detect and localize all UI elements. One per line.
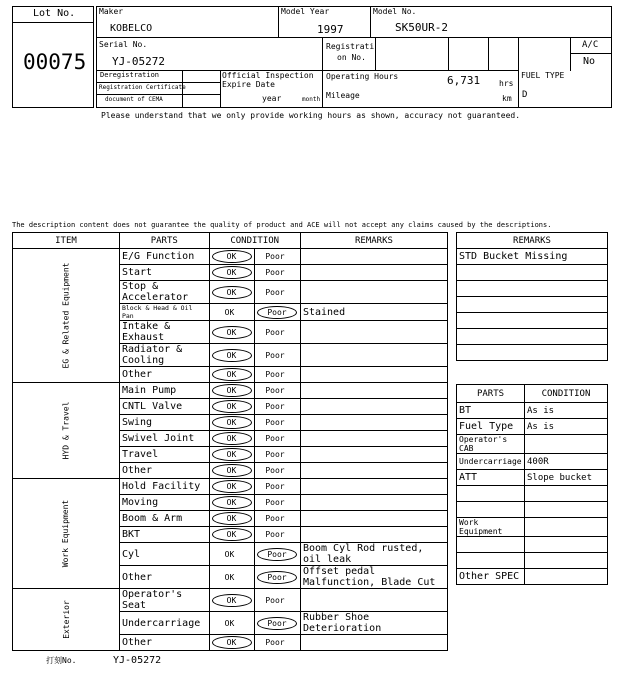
fuel-type-value: D bbox=[522, 90, 528, 100]
part-name: Cyl bbox=[119, 543, 209, 566]
poor-cell[interactable] bbox=[254, 321, 300, 344]
item-group-cell bbox=[13, 249, 120, 383]
part-name: Boom & Arm bbox=[119, 511, 209, 527]
side-remark-text bbox=[457, 329, 608, 345]
maker-label: Maker bbox=[99, 7, 124, 16]
side-remark-text bbox=[457, 297, 608, 313]
reg-certificate-label: Registration Certificate bbox=[99, 84, 186, 91]
poor-cell[interactable] bbox=[254, 527, 300, 543]
poor-cell[interactable] bbox=[254, 304, 300, 321]
poor-cell[interactable] bbox=[254, 495, 300, 511]
model-no-value: SK50UR-2 bbox=[395, 21, 448, 34]
side-part-row bbox=[457, 502, 608, 518]
poor-option: Poor bbox=[265, 466, 285, 475]
poor-option: Poor bbox=[265, 252, 285, 261]
operating-hours-value: 6,731 bbox=[447, 74, 481, 87]
ok-cell[interactable] bbox=[209, 511, 254, 527]
disclaimer: The description content does not guarantee the quality of product and ACE will not accept any claims caused by the descriptions. bbox=[12, 221, 552, 229]
ac-label: A/C bbox=[582, 40, 599, 50]
part-name: Intake & Exhaust bbox=[119, 321, 209, 344]
part-name: Moving bbox=[119, 495, 209, 511]
ok-option: OK bbox=[212, 266, 252, 279]
table-row bbox=[13, 589, 448, 612]
ok-cell[interactable] bbox=[209, 495, 254, 511]
remark-cell bbox=[300, 527, 447, 543]
poor-option: Poor bbox=[265, 498, 285, 507]
deregistration-label: Deregistration bbox=[100, 71, 160, 79]
inspection-label: Official Inspection bbox=[222, 71, 314, 80]
remark-cell bbox=[300, 511, 447, 527]
poor-cell[interactable] bbox=[254, 265, 300, 281]
side-part-condition: As is bbox=[524, 419, 607, 435]
poor-option: Poor bbox=[265, 268, 285, 277]
remark-cell bbox=[300, 447, 447, 463]
side-part-row bbox=[457, 454, 608, 470]
poor-cell[interactable] bbox=[254, 431, 300, 447]
lot-number: 00075 bbox=[23, 50, 87, 74]
poor-option: Poor bbox=[265, 450, 285, 459]
table-row bbox=[13, 383, 448, 399]
side-remark-row bbox=[457, 329, 608, 345]
remark-cell bbox=[300, 367, 447, 383]
part-name: BKT bbox=[119, 527, 209, 543]
ok-option: OK bbox=[212, 349, 252, 362]
part-name: Undercarriage bbox=[119, 612, 209, 635]
ok-cell[interactable] bbox=[209, 249, 254, 265]
inspection-table bbox=[12, 232, 448, 651]
side-condition-header: CONDITION bbox=[524, 385, 607, 403]
remark-cell: Offset pedal Malfunction, Blade Cut bbox=[300, 566, 447, 589]
ok-cell[interactable] bbox=[209, 281, 254, 304]
side-part-row bbox=[457, 553, 608, 569]
ok-option: OK bbox=[224, 572, 235, 582]
poor-cell[interactable] bbox=[254, 566, 300, 589]
poor-option: Poor bbox=[257, 617, 297, 630]
part-name: E/G Function bbox=[119, 249, 209, 265]
month-label: month bbox=[302, 96, 321, 103]
ok-option: OK bbox=[224, 618, 235, 628]
side-part-name: Fuel Type bbox=[457, 419, 525, 435]
km-unit: km bbox=[502, 94, 512, 103]
ok-option: OK bbox=[212, 464, 252, 477]
part-name: Travel bbox=[119, 447, 209, 463]
ok-option: OK bbox=[224, 307, 235, 317]
remark-cell bbox=[300, 383, 447, 399]
side-part-name bbox=[457, 502, 525, 518]
side-part-row bbox=[457, 518, 608, 537]
poor-cell[interactable] bbox=[254, 367, 300, 383]
poor-option: Poor bbox=[265, 514, 285, 523]
side-part-condition bbox=[524, 435, 607, 454]
side-remark-row bbox=[457, 313, 608, 329]
remark-cell bbox=[300, 415, 447, 431]
poor-cell[interactable] bbox=[254, 479, 300, 495]
item-header: ITEM bbox=[13, 233, 120, 249]
ok-cell[interactable] bbox=[209, 566, 254, 589]
side-parts-table bbox=[456, 384, 608, 585]
remark-cell bbox=[300, 399, 447, 415]
side-part-condition: 400R bbox=[524, 454, 607, 470]
serial-value: YJ-05272 bbox=[112, 55, 165, 68]
poor-option: Poor bbox=[265, 638, 285, 647]
ok-option: OK bbox=[212, 384, 252, 397]
ok-cell[interactable] bbox=[209, 383, 254, 399]
fuel-type-label: FUEL TYPE bbox=[521, 71, 565, 80]
side-remarks-header: REMARKS bbox=[457, 233, 608, 249]
maker-value: KOBELCO bbox=[110, 23, 153, 34]
poor-option: Poor bbox=[265, 595, 285, 605]
side-part-condition bbox=[524, 553, 607, 569]
model-no-label: Model No. bbox=[373, 7, 417, 16]
ok-cell[interactable] bbox=[209, 543, 254, 566]
poor-cell[interactable] bbox=[254, 344, 300, 367]
ok-option: OK bbox=[212, 286, 252, 299]
side-part-name: Other SPEC bbox=[457, 569, 525, 585]
ok-cell[interactable] bbox=[209, 304, 254, 321]
table-row bbox=[13, 249, 448, 265]
side-part-row bbox=[457, 419, 608, 435]
side-part-condition: Slope bucket bbox=[524, 470, 607, 486]
ok-cell[interactable] bbox=[209, 265, 254, 281]
side-parts-header: PARTS bbox=[457, 385, 525, 403]
stamp-value: YJ-05272 bbox=[113, 655, 162, 666]
part-name: Operator's Seat bbox=[119, 589, 209, 612]
operating-hours-label: Operating Hours bbox=[326, 72, 399, 81]
remarks-header: REMARKS bbox=[300, 233, 447, 249]
part-name: Stop & Accelerator bbox=[119, 281, 209, 304]
part-name: Other bbox=[119, 463, 209, 479]
poor-option: Poor bbox=[265, 350, 285, 360]
ok-option: OK bbox=[212, 448, 252, 461]
poor-cell[interactable] bbox=[254, 399, 300, 415]
side-part-name: Operator's CAB bbox=[457, 435, 525, 454]
ok-option: OK bbox=[212, 594, 252, 607]
model-year-label: Model Year bbox=[281, 7, 330, 16]
ok-option: OK bbox=[212, 432, 252, 445]
cema-label: document of CEMA bbox=[105, 96, 163, 103]
ok-option: OK bbox=[212, 512, 252, 525]
side-remark-text bbox=[457, 345, 608, 361]
poor-cell[interactable] bbox=[254, 543, 300, 566]
remark-cell bbox=[300, 344, 447, 367]
ok-cell[interactable] bbox=[209, 367, 254, 383]
part-name: CNTL Valve bbox=[119, 399, 209, 415]
side-part-name: Work Equipment bbox=[457, 518, 525, 537]
side-part-condition bbox=[524, 537, 607, 553]
item-group-label: EG & Related Equipment bbox=[61, 262, 71, 368]
ok-option: OK bbox=[212, 480, 252, 493]
side-part-condition: As is bbox=[524, 403, 607, 419]
remark-cell bbox=[300, 589, 447, 612]
ok-cell[interactable] bbox=[209, 447, 254, 463]
remark-cell: Rubber Shoe Deterioration bbox=[300, 612, 447, 635]
ok-option: OK bbox=[212, 250, 252, 263]
poor-cell[interactable] bbox=[254, 415, 300, 431]
side-part-row bbox=[457, 435, 608, 454]
poor-option: Poor bbox=[265, 402, 285, 411]
poor-cell[interactable] bbox=[254, 635, 300, 651]
poor-option: Poor bbox=[265, 370, 285, 379]
remark-cell bbox=[300, 281, 447, 304]
part-name: Block & Head & Oil Pan bbox=[119, 304, 209, 321]
side-part-condition bbox=[524, 569, 607, 585]
ok-option: OK bbox=[212, 496, 252, 509]
ok-cell[interactable] bbox=[209, 463, 254, 479]
side-part-name bbox=[457, 537, 525, 553]
remark-cell bbox=[300, 249, 447, 265]
side-remark-row bbox=[457, 297, 608, 313]
part-name: Swivel Joint bbox=[119, 431, 209, 447]
remark-cell bbox=[300, 431, 447, 447]
remark-cell bbox=[300, 321, 447, 344]
part-name: Hold Facility bbox=[119, 479, 209, 495]
side-part-row bbox=[457, 470, 608, 486]
inspection-label-2: Expire Date bbox=[222, 80, 275, 89]
poor-cell[interactable] bbox=[254, 249, 300, 265]
part-name: Start bbox=[119, 265, 209, 281]
poor-option: Poor bbox=[257, 571, 297, 584]
poor-option: Poor bbox=[265, 418, 285, 427]
part-name: Other bbox=[119, 566, 209, 589]
remark-cell bbox=[300, 265, 447, 281]
ok-option: OK bbox=[212, 528, 252, 541]
remark-cell bbox=[300, 495, 447, 511]
poor-option: Poor bbox=[265, 434, 285, 443]
side-remark-row bbox=[457, 265, 608, 281]
part-name: Swing bbox=[119, 415, 209, 431]
side-remark-text bbox=[457, 313, 608, 329]
ok-option: OK bbox=[212, 416, 252, 429]
ok-cell[interactable] bbox=[209, 415, 254, 431]
parts-header: PARTS bbox=[119, 233, 209, 249]
poor-option: Poor bbox=[265, 530, 285, 539]
side-part-row bbox=[457, 537, 608, 553]
side-part-row bbox=[457, 403, 608, 419]
ok-cell[interactable] bbox=[209, 635, 254, 651]
side-part-name bbox=[457, 553, 525, 569]
remark-cell bbox=[300, 463, 447, 479]
item-group-label: Work Equipment bbox=[61, 499, 71, 567]
side-part-row bbox=[457, 486, 608, 502]
side-part-name: BT bbox=[457, 403, 525, 419]
ok-cell[interactable] bbox=[209, 612, 254, 635]
item-group-label: HYD & Travel bbox=[61, 401, 71, 459]
side-remark-row bbox=[457, 249, 608, 265]
poor-cell[interactable] bbox=[254, 447, 300, 463]
stamp-label: 打刻No. bbox=[46, 656, 77, 665]
condition-header: CONDITION bbox=[209, 233, 300, 249]
hrs-unit: hrs bbox=[499, 79, 514, 88]
side-part-condition bbox=[524, 486, 607, 502]
poor-cell[interactable] bbox=[254, 463, 300, 479]
side-part-name: ATT bbox=[457, 470, 525, 486]
poor-option: Poor bbox=[265, 386, 285, 395]
ok-cell[interactable] bbox=[209, 589, 254, 612]
poor-option: Poor bbox=[265, 327, 285, 337]
poor-cell[interactable] bbox=[254, 612, 300, 635]
ok-option: OK bbox=[212, 368, 252, 381]
ok-cell[interactable] bbox=[209, 344, 254, 367]
side-remarks-table bbox=[456, 232, 608, 361]
part-name: Radiator & Cooling bbox=[119, 344, 209, 367]
ok-cell[interactable] bbox=[209, 479, 254, 495]
mileage-label: Mileage bbox=[326, 91, 360, 100]
model-year-value: 1997 bbox=[317, 23, 344, 36]
year-label: year bbox=[262, 94, 282, 103]
side-part-row bbox=[457, 569, 608, 585]
part-name: Main Pump bbox=[119, 383, 209, 399]
part-name: Other bbox=[119, 635, 209, 651]
remark-cell: Stained bbox=[300, 304, 447, 321]
poor-cell[interactable] bbox=[254, 511, 300, 527]
ac-value: No bbox=[583, 56, 596, 67]
ok-cell[interactable] bbox=[209, 399, 254, 415]
side-part-name: Undercarriage bbox=[457, 454, 525, 470]
lot-label: Lot No. bbox=[33, 8, 76, 19]
poor-cell[interactable] bbox=[254, 281, 300, 304]
serial-label: Serial No. bbox=[99, 40, 148, 49]
accuracy-notice: Please understand that we only provide working hours as shown, accuracy not guaranteed. bbox=[101, 111, 521, 120]
poor-option: Poor bbox=[257, 548, 297, 561]
ok-cell[interactable] bbox=[209, 431, 254, 447]
side-remark-row bbox=[457, 281, 608, 297]
registration-label-2: on No. bbox=[337, 53, 366, 62]
side-part-condition bbox=[524, 502, 607, 518]
item-group-cell bbox=[13, 479, 120, 589]
table-row bbox=[13, 479, 448, 495]
poor-option: Poor bbox=[265, 287, 285, 297]
poor-cell[interactable] bbox=[254, 383, 300, 399]
ok-option: OK bbox=[212, 636, 252, 649]
ok-option: OK bbox=[224, 549, 235, 559]
side-part-name bbox=[457, 486, 525, 502]
remark-cell bbox=[300, 479, 447, 495]
ok-cell[interactable] bbox=[209, 321, 254, 344]
part-name: Other bbox=[119, 367, 209, 383]
side-remark-row bbox=[457, 345, 608, 361]
remark-cell bbox=[300, 635, 447, 651]
poor-option: Poor bbox=[265, 482, 285, 491]
ok-option: OK bbox=[212, 326, 252, 339]
item-group-label: Exterior bbox=[61, 599, 71, 639]
registration-label: Registrati bbox=[326, 42, 375, 51]
poor-cell[interactable] bbox=[254, 589, 300, 612]
side-remark-text: STD Bucket Missing bbox=[457, 249, 608, 265]
side-remark-text bbox=[457, 281, 608, 297]
side-part-condition bbox=[524, 518, 607, 537]
side-remark-text bbox=[457, 265, 608, 281]
item-group-cell bbox=[13, 589, 120, 651]
ok-cell[interactable] bbox=[209, 527, 254, 543]
ok-option: OK bbox=[212, 400, 252, 413]
poor-option: Poor bbox=[257, 306, 297, 319]
remark-cell: Boom Cyl Rod rusted, oil leak bbox=[300, 543, 447, 566]
item-group-cell bbox=[13, 383, 120, 479]
